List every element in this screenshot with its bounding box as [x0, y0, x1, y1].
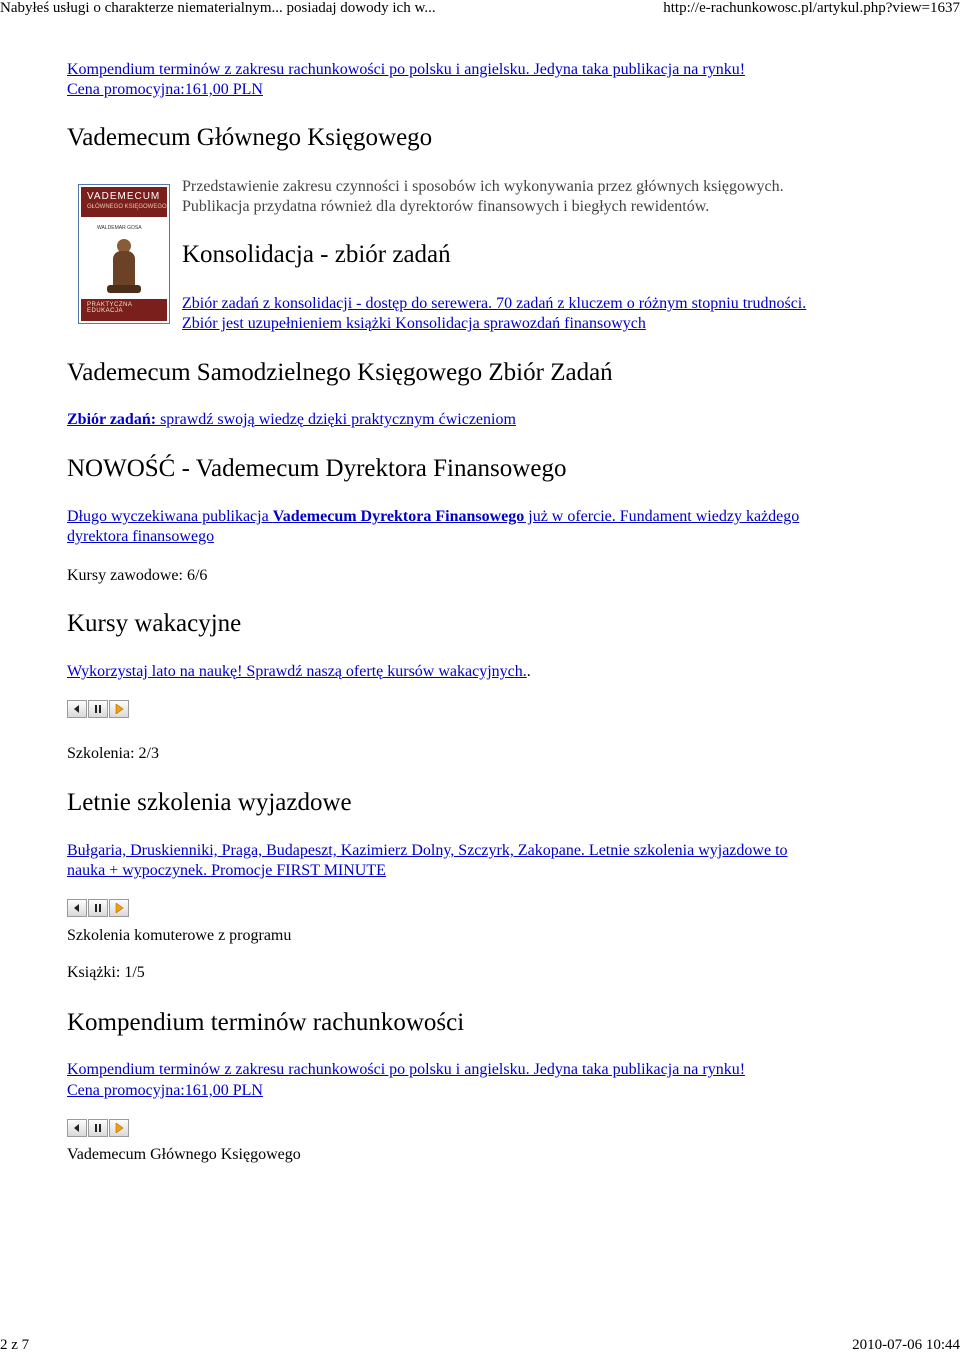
kompendium-link-line1[interactable]: Kompendium terminów z zakresu rachunkowości po polsku i angielsku. Jedyna taka publikacja na rynku!: [67, 1061, 746, 1078]
konsolidacja-link-line2[interactable]: Zbiór jest uzupełnieniem książki Konsolidacja sprawozdań finansowych: [182, 315, 646, 332]
arrow-right-icon: [114, 903, 124, 913]
vademecum-desc-line1: Przedstawienie zakresu czynności i sposobów ich wykonywania przez głównych księgowych.: [182, 178, 784, 195]
szkolenia-link-line1[interactable]: Bułgaria, Druskienniki, Praga, Budapeszt, Kazimierz Dolny, Szczyrk, Zakopane. Letnie szkolenia wyjazdowe to: [67, 842, 788, 859]
szkolenia-pause-button[interactable]: [88, 899, 108, 917]
nowosc-link-line1[interactable]: [67, 507, 799, 527]
ksiazki-carousel-controls: [67, 1119, 130, 1139]
szkolenia-counter: Szkolenia: 2/3: [67, 745, 159, 762]
promo-link-compendium[interactable]: Kompendium terminów z zakresu rachunkowości po polsku i angielsku. Jedyna taka publikacja na rynku!: [67, 61, 746, 78]
book-cover-authors: WALDEMAR GOSA: [97, 225, 142, 231]
ksiazki-pause-button[interactable]: [88, 1119, 108, 1137]
nowosc-link-line1-b: Vademecum Dyrektora Finansowego: [272, 508, 525, 525]
nowosc-link-line1-c: już w ofercie. Fundament wiedzy każdego: [524, 508, 800, 525]
kursy-next-button[interactable]: [109, 700, 129, 718]
arrow-right-icon: [114, 1123, 124, 1133]
zbior-zadan-link-bold: Zbiór zadań:: [67, 411, 157, 428]
book-cover-subtitle: GŁÓWNEGO KSIĘGOWEGO: [87, 204, 167, 210]
book-cover-image[interactable]: [78, 184, 170, 324]
vademecum-desc-line2: Publikacja przydatna również dla dyrektorów finansowych i biegłych rewidentów.: [182, 198, 710, 215]
page-header-url: http://e-rachunkowosc.pl/artykul.php?view=1637: [663, 0, 960, 16]
pause-icon: [93, 903, 103, 913]
chess-pawn-base: [107, 285, 141, 293]
ksiazki-next-item: Vademecum Głównego Księgowego: [67, 1146, 301, 1163]
book-cover-title: VADEMECUM: [87, 191, 161, 202]
section-title-letnie-szkolenia: Letnie szkolenia wyjazdowe: [67, 789, 352, 816]
arrow-right-icon: [114, 704, 124, 714]
kompendium-link-line2[interactable]: Cena promocyjna:161,00 PLN: [67, 1082, 263, 1099]
zbior-zadan-link-rest: sprawdź swoją wiedzę dzięki praktycznym ćwiczeniom: [156, 411, 516, 428]
szkolenia-next-button[interactable]: [109, 899, 129, 917]
arrow-left-icon: [72, 1123, 82, 1133]
section-title-vademecum-samodzielnego: Vademecum Samodzielnego Księgowego Zbiór Zadań: [67, 359, 613, 386]
section-title-kompendium: Kompendium terminów rachunkowości: [67, 1009, 465, 1036]
szkolenia-link-line2[interactable]: nauka + wypoczynek. Promocje FIRST MINUTE: [67, 862, 386, 879]
nowosc-link-line1-a: Długo wyczekiwana publikacja: [67, 508, 273, 525]
szkolenia-carousel-controls: [67, 899, 130, 919]
kursy-carousel-controls: [67, 700, 130, 720]
kursy-link[interactable]: Wykorzystaj lato na naukę! Sprawdź naszą ofertę kursów wakacyjnych.: [67, 663, 527, 680]
page-number: 2 z 7: [0, 1337, 30, 1353]
kursy-pause-button[interactable]: [88, 700, 108, 718]
print-datetime: 2010-07-06 10:44: [852, 1337, 960, 1353]
pause-icon: [93, 1123, 103, 1133]
pause-icon: [93, 704, 103, 714]
arrow-left-icon: [72, 903, 82, 913]
konsolidacja-link-line1[interactable]: Zbiór zadań z konsolidacji - dostęp do serewera. 70 zadań z kluczem o różnym stopniu trudności.: [182, 295, 807, 312]
book-cover-series: PRAKTYCZNA EDUKACJA: [87, 302, 133, 314]
nowosc-link-line2[interactable]: dyrektora finansowego: [67, 528, 215, 545]
szkolenia-prev-button[interactable]: [67, 899, 87, 917]
section-title-nowosc: NOWOŚĆ - Vademecum Dyrektora Finansowego: [67, 455, 567, 482]
zbior-zadan-link[interactable]: [67, 410, 516, 430]
ksiazki-prev-button[interactable]: [67, 1119, 87, 1137]
promo-link-price[interactable]: Cena promocyjna:161,00 PLN: [67, 81, 263, 98]
section-title-kursy-wakacyjne: Kursy wakacyjne: [67, 610, 242, 637]
kursy-counter: Kursy zawodowe: 6/6: [67, 567, 208, 584]
arrow-left-icon: [72, 704, 82, 714]
section-title-vademecum-glownego: Vademecum Głównego Księgowego: [67, 124, 433, 151]
ksiazki-counter: Książki: 1/5: [67, 964, 145, 981]
kursy-link-suffix: .: [526, 663, 531, 680]
chess-pawn-body: [113, 251, 135, 287]
page-header-title: Nabyłeś usługi o charakterze niematerialnym... posiadaj dowody ich w...: [0, 0, 436, 16]
section-title-konsolidacja: Konsolidacja - zbiór zadań: [182, 241, 451, 268]
szkolenia-next-item: Szkolenia komuterowe z programu: [67, 927, 292, 944]
kursy-prev-button[interactable]: [67, 700, 87, 718]
ksiazki-next-button[interactable]: [109, 1119, 129, 1137]
